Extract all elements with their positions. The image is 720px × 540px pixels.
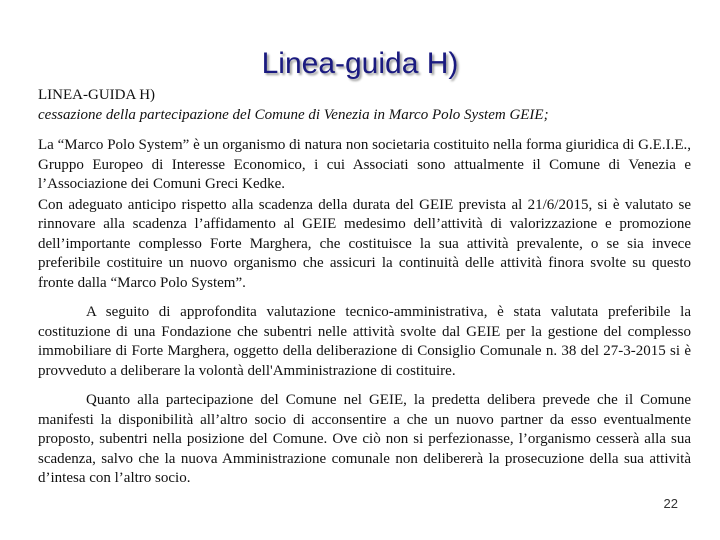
paragraph-1: La “Marco Polo System” è un organismo di natura non societaria costituito nella forma giuridica di G.E.I.E., Gruppo Europeo di Interesse Economico, i cui Associati sono attualmente il Comune di Venezia e l’Associazione dei Comuni Greci Kedke.: [38, 137, 691, 192]
paragraph-4: Quanto alla partecipazione del Comune nel GEIE, la predetta delibera prevede che il Comune manifesti la disponibilità all’altro socio di acconsentire a che un nuovo partner da esso eventualmente proposto, subentri nella posizione del Comune. Ove ciò non si perfezionasse, l’organismo cesserà alla sua scadenza, salvo che la nuova Amministrazione comunale non delibererà la prosecuzione della sua attività d’intesa con l’altro socio.: [38, 392, 691, 486]
document-heading: LINEA-GUIDA H): [38, 87, 156, 103]
document-body: [38, 86, 691, 489]
paragraph-2: Con adeguato anticipo rispetto alla scadenza della durata del GEIE prevista al 21/6/2015, si è valutato se rinnovare alla scadenza l’affidamento al GEIE medesimo dell’attività di valorizzazione e promozione dell’importante complesso Forte Marghera, che costituisce la sua attività prevalente, o se sia invece preferibile costituire un nuovo organismo che assicuri la continuità delle attività finora svolte su questo fronte dalla “Marco Polo System”.: [38, 196, 691, 291]
page-number: 22: [663, 496, 678, 511]
paragraph-3: A seguito di approfondita valutazione tecnico-amministrativa, è stata valutata preferibile la costituzione di una Fondazione che subentri nelle attività svolte dal GEIE per la gestione del complesso immobiliare di Forte Marghera, oggetto della deliberazione di Consiglio Comunale n. 38 del 27-3-2015 si è provveduto a deliberare la volontà dell'Amministrazione di costituire.: [38, 304, 691, 379]
document-subheading: cessazione della partecipazione del Comune di Venezia in Marco Polo System GEIE;: [38, 106, 549, 123]
slide-title: Linea-guida H): [261, 47, 459, 80]
